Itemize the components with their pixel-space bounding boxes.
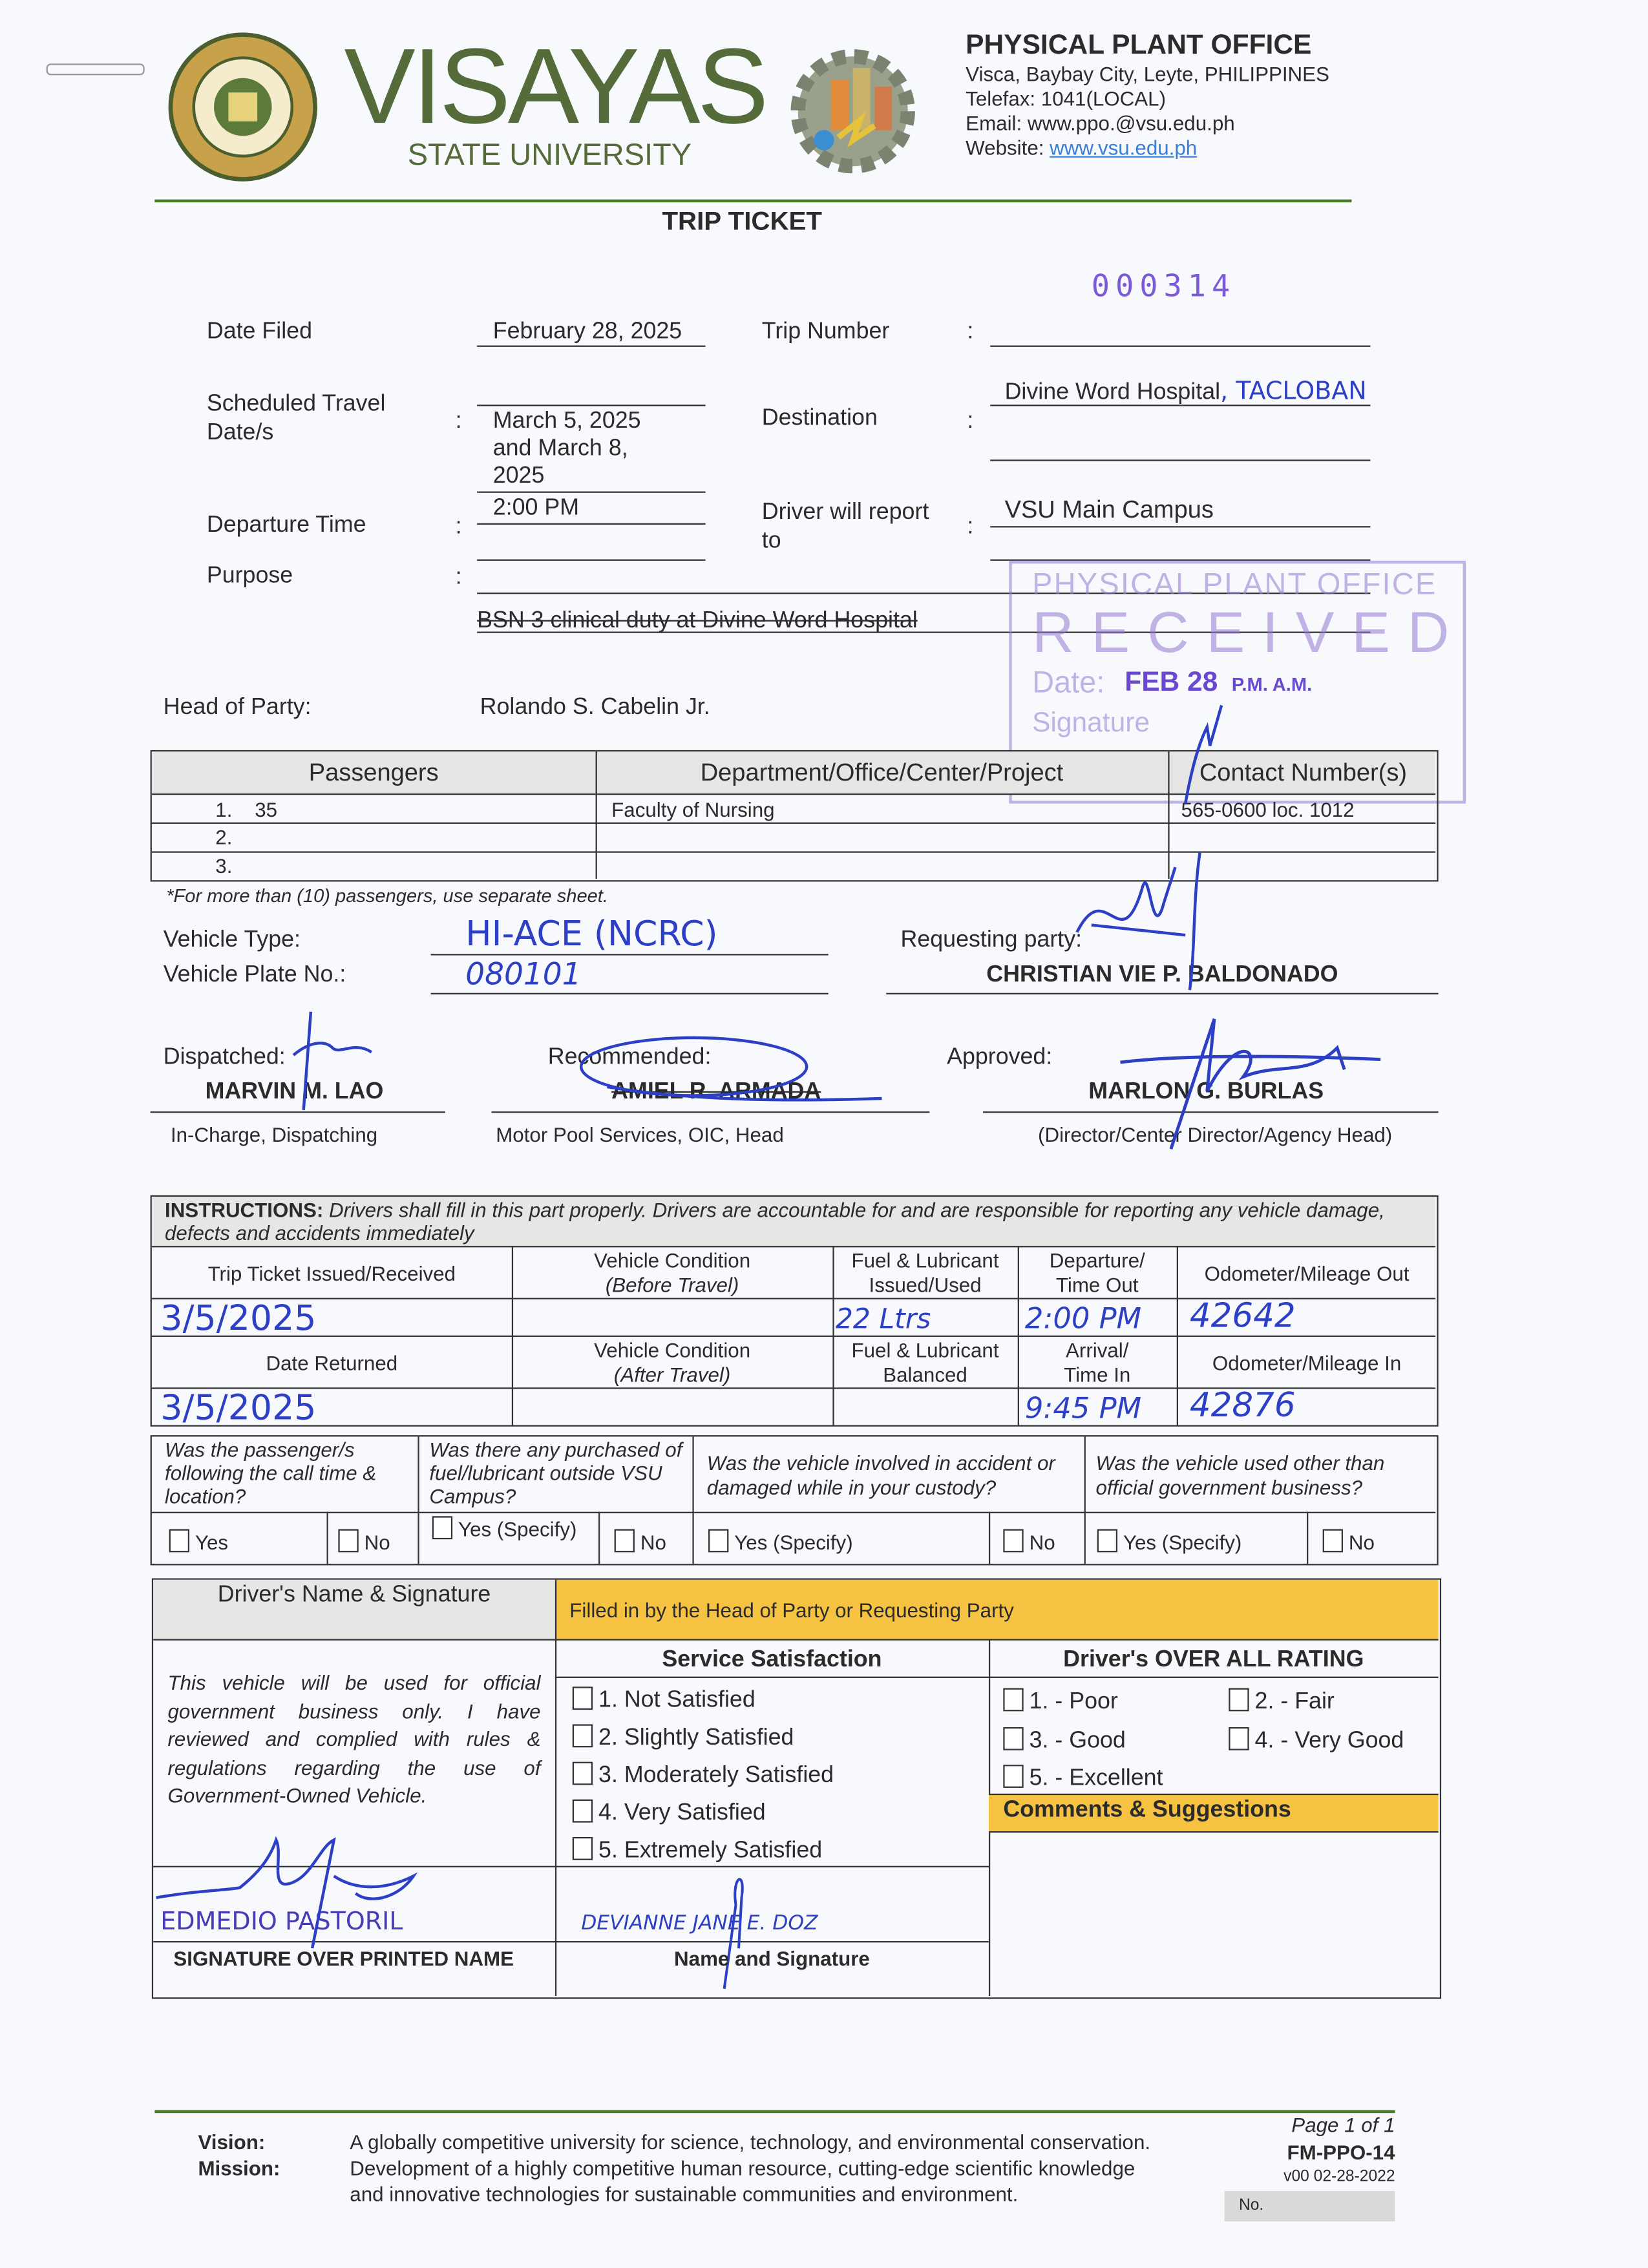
office-name: PHYSICAL PLANT OFFICE: [966, 30, 1312, 61]
instructions-label: INSTRUCTIONS:: [164, 1198, 324, 1222]
row-number: 1.: [215, 797, 233, 821]
dispatched-name: MARVIN M. LAO: [205, 1079, 384, 1104]
header-fuel-issued: [832, 1249, 1017, 1298]
checkbox-icon: [432, 1516, 452, 1539]
header-line: Arrival/: [1066, 1338, 1129, 1362]
colon: :: [967, 319, 974, 344]
question-fuel-purchase: Was there any purchased of fuel/lubricant outside VSU Campus?: [429, 1438, 682, 1507]
option-label: 4. Very Satisfied: [598, 1801, 766, 1826]
checkbox-icon: [573, 1800, 593, 1823]
driver-evaluation-table: [152, 1579, 1441, 1999]
requesting-party-signature: [1062, 846, 1221, 998]
office-email: Email: www.ppo.@vsu.edu.ph: [966, 111, 1235, 135]
office-website: [966, 136, 1197, 159]
driver-statement: This vehicle will be used for official government business only. I have reviewed and complied with rules & regulations regarding the use of Government-Owned Vehicle.: [167, 1670, 541, 1807]
stamp-time: P.M. A.M.: [1231, 673, 1313, 695]
dispatched-label: Dispatched:: [163, 1045, 286, 1070]
question-other-use: Was the vehicle used other than official government business?: [1095, 1451, 1385, 1499]
header-vehicle-condition-before: [512, 1249, 833, 1298]
date-returned-value[interactable]: 3/5/2025: [160, 1387, 317, 1428]
driver-signature: [153, 1832, 428, 1948]
stamp-signature-label: Signature: [1032, 708, 1150, 739]
checkbox-icon: [1003, 1529, 1023, 1553]
satisfaction-option-1[interactable]: [573, 1686, 755, 1714]
office-telefax: Telefax: 1041(LOCAL): [966, 87, 1167, 110]
destination-typed: Divine Word Hospital: [1004, 380, 1221, 405]
page-indicator: Page 1 of 1: [1291, 2113, 1395, 2136]
recommended-name: AMIEL R. ARMADA: [611, 1079, 821, 1104]
header-date-returned: Date Returned: [266, 1351, 398, 1375]
evaluator-signature: [710, 1862, 767, 1991]
accident-yes-checkbox[interactable]: [708, 1529, 853, 1554]
recommender-signature: [578, 1029, 889, 1116]
stamp-received: RECEIVED: [1032, 601, 1467, 665]
header-odometer-out: Odometer/Mileage Out: [1204, 1261, 1410, 1285]
colon: :: [967, 514, 974, 540]
header-line: Time In: [1064, 1363, 1131, 1387]
fuel-issued-value[interactable]: 22 Ltrs: [835, 1303, 931, 1336]
scheduled-date-1[interactable]: March 5, 2025: [492, 409, 641, 434]
rating-option-excellent[interactable]: [1003, 1765, 1163, 1792]
checkbox-icon: [1003, 1688, 1023, 1712]
checkbox-icon: [1229, 1727, 1249, 1750]
fuel-purchase-no-checkbox[interactable]: [615, 1529, 666, 1554]
checkbox-icon: [708, 1529, 728, 1553]
comments-area[interactable]: [989, 1831, 1439, 1996]
colon: :: [455, 514, 462, 540]
mission-text-2: and innovative technologies for sustainable communities and environment.: [350, 2182, 1019, 2206]
mission-text-1: Development of a highly competitive human resource, cutting-edge scientific knowledge: [350, 2156, 1136, 2180]
office-address: Visca, Baybay City, Leyte, PHILIPPINES: [966, 62, 1329, 85]
staple-mark: [47, 63, 145, 75]
checkbox-icon: [615, 1529, 635, 1553]
rating-option-good[interactable]: [1003, 1727, 1125, 1754]
departure-time-out[interactable]: 2:00 PM: [1024, 1301, 1142, 1336]
department-header: Department/Office/Center/Project: [700, 759, 1064, 786]
option-label: No: [1029, 1530, 1055, 1554]
department-value[interactable]: Faculty of Nursing: [611, 797, 775, 821]
stamp-date-label: Date:: [1032, 666, 1105, 700]
contact-header: Contact Number(s): [1199, 759, 1408, 786]
option-label: Yes (Specify): [1123, 1530, 1242, 1554]
satisfaction-title: Service Satisfaction: [662, 1647, 882, 1672]
driver-trip-log-table: [151, 1195, 1439, 1427]
colon: :: [455, 409, 462, 434]
vsu-seal-logo: [166, 32, 319, 182]
call-time-no-checkbox[interactable]: [338, 1529, 390, 1554]
header-divider: [154, 200, 1351, 202]
header-line: Vehicle Condition: [594, 1248, 751, 1272]
checkbox-icon: [1003, 1765, 1023, 1788]
question-call-time: Was the passenger/s following the call time & location?: [164, 1438, 377, 1507]
option-label: 2. - Fair: [1254, 1689, 1335, 1714]
report-to-value[interactable]: VSU Main Campus: [1004, 496, 1214, 523]
scheduled-date-3[interactable]: 2025: [492, 464, 545, 489]
purpose-label: Purpose: [206, 563, 293, 589]
option-label: Yes (Specify): [458, 1517, 577, 1541]
destination-value[interactable]: [1005, 377, 1367, 406]
head-of-party-value[interactable]: Rolando S. Cabelin Jr.: [480, 695, 710, 720]
vision-text: A globally competitive university for science, technology, and environmental conservation.: [350, 2130, 1151, 2154]
checkbox-icon: [573, 1725, 593, 1748]
mission-label: Mission:: [198, 2156, 280, 2180]
checkbox-icon: [573, 1837, 593, 1860]
table-row: [215, 798, 277, 821]
vehicle-plate-value[interactable]: 080101: [465, 956, 582, 992]
header-line: Balanced: [883, 1363, 967, 1387]
driver-signature-label: SIGNATURE OVER PRINTED NAME: [173, 1946, 514, 1970]
requesting-party-label: Requesting party:: [900, 928, 1083, 953]
stamp-date: FEB 28: [1125, 667, 1218, 698]
option-label: No: [1348, 1530, 1375, 1554]
vehicle-type-label: Vehicle Type:: [163, 928, 301, 953]
trip-questions-table: [151, 1435, 1439, 1565]
option-label: Yes: [195, 1530, 229, 1554]
report-to-label: Driver will report: [761, 499, 929, 525]
satisfaction-option-2[interactable]: [573, 1725, 794, 1752]
approved-name: MARLON G. BURLAS: [1088, 1079, 1324, 1104]
form-code: FM-PPO-14: [1287, 2140, 1395, 2164]
header-trip-ticket-issued: Trip Ticket Issued/Received: [207, 1261, 456, 1285]
checkbox-icon: [1323, 1529, 1343, 1553]
option-label: Yes (Specify): [734, 1530, 853, 1554]
approver-signature: [1106, 990, 1388, 1156]
header-vehicle-condition-after: [512, 1338, 833, 1387]
header-line: Vehicle Condition: [594, 1338, 751, 1362]
header-odometer-in: Odometer/Mileage In: [1212, 1351, 1402, 1375]
odometer-in-value[interactable]: 42876: [1189, 1387, 1296, 1425]
instructions-text: [165, 1198, 1422, 1244]
checkbox-icon: [338, 1529, 358, 1553]
driver-printed-name: EDMEDIO PASTORIL: [160, 1907, 403, 1937]
report-to-label-2: to: [761, 529, 781, 554]
other-use-yes-checkbox[interactable]: [1097, 1529, 1242, 1554]
header-departure-time: [1018, 1249, 1177, 1298]
option-label: 2. Slightly Satisfied: [598, 1725, 794, 1750]
option-label: No: [640, 1530, 666, 1554]
serial-number: 000314: [1091, 269, 1236, 304]
header-line: Time Out: [1055, 1273, 1139, 1297]
option-label: 3. Moderately Satisfied: [598, 1763, 834, 1788]
satisfaction-option-5[interactable]: [573, 1837, 822, 1864]
fuel-purchase-yes-checkbox[interactable]: [432, 1516, 591, 1540]
colon: :: [967, 409, 974, 434]
approved-label: Approved:: [947, 1045, 1053, 1070]
accident-no-checkbox[interactable]: [1003, 1529, 1055, 1554]
rating-title: Driver's OVER ALL RATING: [1063, 1647, 1364, 1672]
stamp-initial: [1178, 691, 1236, 806]
header-line: Departure/: [1049, 1248, 1145, 1272]
departure-time-value[interactable]: 2:00 PM: [492, 496, 580, 521]
header-fuel-balanced: [832, 1338, 1017, 1387]
driver-section-header: Driver's Name & Signature: [217, 1582, 491, 1608]
checkbox-icon: [1097, 1529, 1117, 1553]
ppo-gear-logo: [781, 36, 947, 188]
approved-role: (Director/Center Director/Agency Head): [1038, 1122, 1393, 1146]
checkbox-icon: [1229, 1688, 1249, 1712]
date-filed-value[interactable]: February 28, 2025: [492, 319, 682, 344]
date-filed-label: Date Filed: [206, 319, 312, 344]
requesting-party-name: CHRISTIAN VIE P. BALDONADO: [986, 962, 1338, 987]
destination-handwritten: , TACLOBAN: [1220, 377, 1367, 406]
question-accident: Was the vehicle involved in accident or damaged while in your custody?: [706, 1451, 1055, 1499]
document-title: TRIP TICKET: [662, 206, 823, 236]
other-use-no-checkbox[interactable]: [1323, 1529, 1375, 1554]
form-number-box: [1225, 2191, 1395, 2221]
purpose-value[interactable]: BSN 3 clinical duty at Divine Word Hospital: [477, 608, 918, 633]
option-label: 5. Extremely Satisfied: [598, 1838, 823, 1864]
recommended-label: Recommended:: [547, 1045, 712, 1070]
header-line: (After Travel): [613, 1363, 731, 1387]
header-line: Fuel & Lubricant: [851, 1338, 999, 1362]
passenger-count[interactable]: 35: [255, 797, 278, 821]
option-label: No: [364, 1530, 390, 1554]
call-time-yes-checkbox[interactable]: [169, 1529, 228, 1554]
instructions-body: Drivers shall fill in this part properly. Drivers are accountable for and are responsible for reporting any vehicle damage, defects and accidents immediately: [164, 1198, 1385, 1244]
header-line: Fuel & Lubricant: [851, 1248, 999, 1272]
head-of-party-label: Head of Party:: [163, 695, 312, 720]
footer-divider: [154, 2110, 1395, 2113]
university-subtitle: STATE UNIVERSITY: [407, 138, 692, 173]
satisfaction-option-3[interactable]: [573, 1762, 834, 1789]
evaluation-header: Filled in by the Head of Party or Requesting Party: [569, 1598, 1014, 1622]
destination-label: Destination: [761, 406, 878, 431]
evaluator-name: DEVIANNE JANE E. DOZ: [581, 1912, 818, 1936]
evaluator-signature-label: Name and Signature: [674, 1946, 870, 1970]
trip-issued-date[interactable]: 3/5/2025: [160, 1297, 317, 1339]
form-version: v00 02-28-2022: [1284, 2168, 1395, 2186]
vision-label: Vision:: [198, 2130, 266, 2154]
trip-number-label: Trip Number: [761, 319, 890, 344]
scheduled-date-2[interactable]: and March 8,: [492, 436, 628, 461]
header-arrival-time: [1018, 1338, 1177, 1387]
rating-option-fair[interactable]: [1229, 1688, 1335, 1716]
website-link[interactable]: www.vsu.edu.ph: [1050, 136, 1198, 160]
odometer-out-value[interactable]: 42642: [1189, 1297, 1296, 1336]
option-label: 1. - Poor: [1029, 1689, 1118, 1714]
departure-time-label: Departure Time: [206, 513, 366, 538]
vehicle-type-value[interactable]: HI-ACE (NCRC): [465, 913, 718, 954]
dispatched-role: In-Charge, Dispatching: [170, 1122, 378, 1146]
vehicle-plate-label: Vehicle Plate No.:: [163, 962, 346, 987]
scheduled-label-2: Date/s: [206, 420, 274, 445]
contact-value[interactable]: 565-0600 loc. 1012: [1181, 797, 1355, 821]
row-number: 2.: [215, 825, 233, 849]
header-line: Issued/Used: [869, 1273, 982, 1297]
recommended-role: Motor Pool Services, OIC, Head: [496, 1122, 784, 1146]
checkbox-icon: [573, 1686, 593, 1710]
option-label: 3. - Good: [1029, 1728, 1126, 1754]
website-label: Website:: [966, 136, 1050, 160]
header-line: (Before Travel): [605, 1273, 739, 1297]
dispatcher-signature: [282, 997, 383, 1113]
checkbox-icon: [1003, 1727, 1023, 1750]
checkbox-icon: [169, 1529, 189, 1553]
rating-option-very-good[interactable]: [1229, 1727, 1404, 1754]
passengers-table: [151, 750, 1439, 882]
option-label: 1. Not Satisfied: [598, 1688, 755, 1713]
rating-option-poor[interactable]: [1003, 1688, 1118, 1716]
stamp-office: PHYSICAL PLANT OFFICE: [1032, 568, 1437, 602]
scheduled-label: Scheduled Travel: [206, 392, 386, 417]
option-label: 4. - Very Good: [1254, 1728, 1404, 1754]
colon: :: [455, 565, 462, 590]
passengers-note: *For more than (10) passengers, use separate sheet.: [166, 884, 608, 907]
arrival-time-in[interactable]: 9:45 PM: [1024, 1390, 1142, 1425]
form-number-label: No.: [1238, 2196, 1264, 2214]
comments-title: Comments & Suggestions: [1003, 1798, 1291, 1823]
checkbox-icon: [573, 1762, 593, 1785]
satisfaction-option-4[interactable]: [573, 1800, 766, 1827]
university-name: VISAYAS: [344, 26, 766, 146]
option-label: 5. - Excellent: [1029, 1766, 1163, 1791]
row-number: 3.: [215, 854, 233, 877]
passengers-header: Passengers: [308, 759, 439, 786]
